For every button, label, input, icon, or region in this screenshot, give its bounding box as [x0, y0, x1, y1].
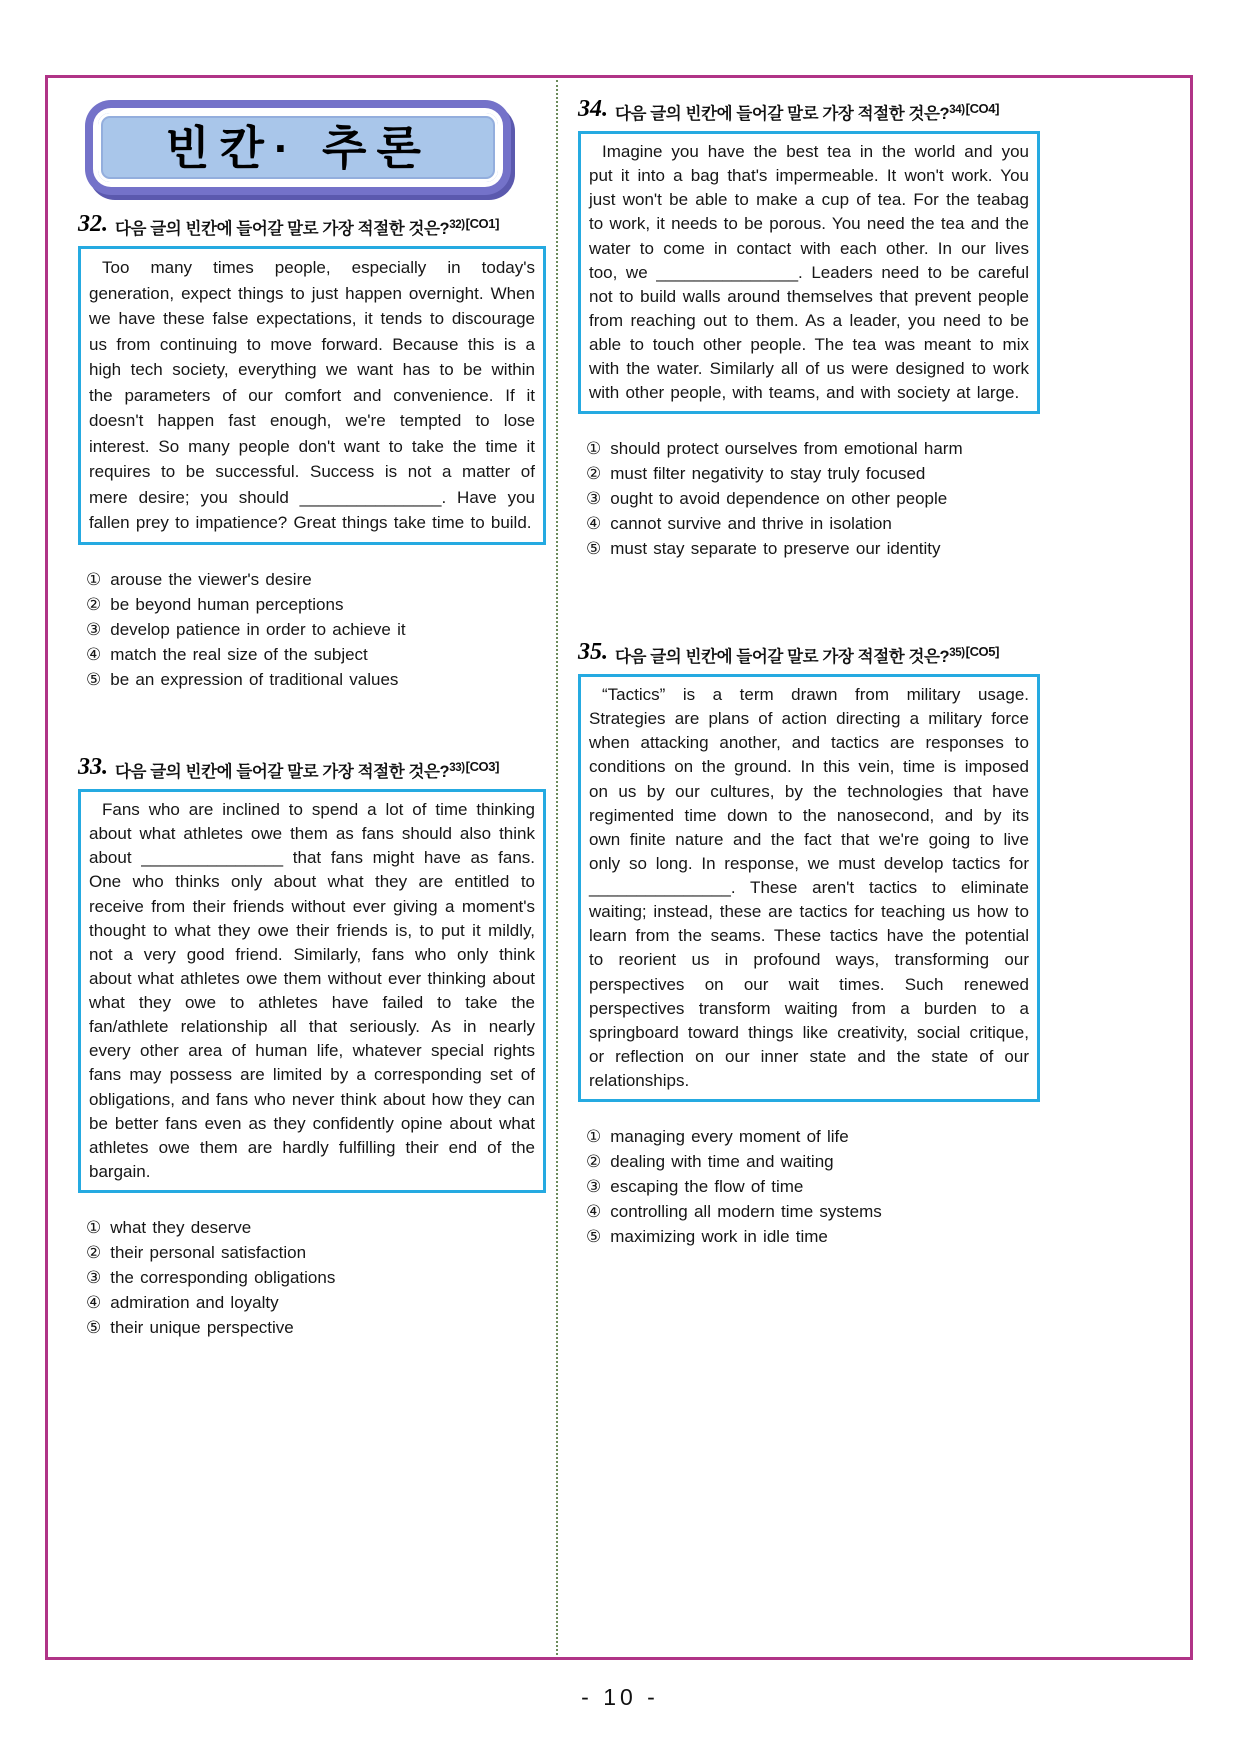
question-35-number: 35.	[578, 639, 608, 665]
footnote-number: 32)	[449, 218, 465, 231]
option-1-label: should protect ourselves from emotional harm	[610, 439, 963, 459]
option-1	[586, 1124, 1040, 1149]
question-33-passage-box	[78, 789, 546, 1193]
option-5	[586, 1224, 1040, 1249]
question-32-number: 32.	[78, 211, 108, 237]
question-33-passage: Fans who are inclined to spend a lot of time thinking about what athletes owe them as fans should also think about _______________ that fans might have as fans. One who thinks only about what they are entitled to receive from their friends without ever giving a moment's thought to what they owe their friends is, to put it mildly, not a very good friend. Similarly, fans who only think about what athletes owe them without ever thinking about what they owe to athletes have failed to take the fan/athlete relationship all that seriously. As in nearly every other area of human life, whatever special rights fans may possess are limited by a corresponding set of obligations, and fans who never think about how they can be better fans even as they confidently opine about what athletes owe them are hardly fulfilling their end of the bargain.	[89, 800, 535, 1181]
question-33-header	[78, 755, 546, 782]
section-title-box	[85, 100, 511, 195]
question-32-passage-box	[78, 246, 546, 545]
code-tag: [CO1]	[465, 215, 500, 231]
question-34-number: 34.	[578, 96, 608, 122]
title-white-ring	[93, 108, 503, 187]
question-33-prompt	[115, 755, 499, 782]
option-2	[586, 1149, 1040, 1174]
option-3-label: escaping the flow of time	[610, 1177, 804, 1197]
option-2-marker: ②	[586, 1152, 602, 1172]
option-3-label: the corresponding obligations	[110, 1268, 336, 1287]
question-35-passage: “Tactics” is a term drawn from military usage. Strategies are plans of action directing a military force when attacking another, and tactics are responses to conditions on the ground. In this vein, time is imposed on us by our cultures, by the technologies that have regimented time down to the nanosecond, and by its own finite nature and the fact that we're going to live only so long. In response, we must develop tactics for _______________. These aren't tactics to eliminate waiting; instead, these are tactics for teaching us how to learn from the seams. These tactics have the potential to reorient us in profound ways, transforming our perspectives on our wait times. Such renewed perspectives transform waiting from a burden to a springboard toward things like creativity, social critique, or reflection on our inner state and the state of our relationships.	[589, 685, 1029, 1090]
option-3-label: develop patience in order to achieve it	[110, 619, 406, 639]
question-35-header	[578, 640, 1040, 667]
question-35-passage-box	[578, 674, 1040, 1102]
option-3-marker: ③	[586, 489, 602, 509]
question-35-options	[578, 1124, 1040, 1249]
option-3	[86, 617, 546, 642]
footnote-number: 34)	[949, 103, 965, 116]
question-32-options	[78, 567, 546, 692]
option-4-marker: ④	[86, 644, 102, 664]
question-34-passage-box	[578, 131, 1040, 414]
option-3-marker: ③	[86, 619, 102, 639]
option-5-marker: ⑤	[586, 1227, 602, 1247]
question-34-header	[578, 97, 1040, 124]
footnote-number: 33)	[449, 761, 465, 774]
question-32	[78, 212, 546, 692]
question-35	[578, 640, 1040, 1249]
option-4-marker: ④	[86, 1293, 102, 1312]
option-1-marker: ①	[586, 1127, 602, 1147]
option-3-label: ought to avoid dependence on other people	[610, 489, 948, 509]
option-5-label: be an expression of traditional values	[110, 669, 399, 689]
option-3-marker: ③	[586, 1177, 602, 1197]
option-2-label: be beyond human perceptions	[110, 594, 344, 614]
option-1	[586, 436, 1040, 461]
question-34-options	[578, 436, 1040, 561]
option-2	[86, 592, 546, 617]
option-4	[86, 1290, 546, 1315]
option-4	[86, 642, 546, 667]
option-4-label: admiration and loyalty	[110, 1293, 279, 1312]
option-3	[86, 1265, 546, 1290]
option-2-label: dealing with time and waiting	[610, 1152, 834, 1172]
option-2	[586, 461, 1040, 486]
title-inner-panel	[98, 113, 498, 182]
option-4-marker: ④	[586, 514, 602, 534]
code-tag: [CO4]	[965, 100, 1000, 116]
option-4-label: cannot survive and thrive in isolation	[610, 514, 892, 534]
option-1-label: managing every moment of life	[610, 1127, 849, 1147]
column-divider	[556, 80, 558, 1655]
option-5-marker: ⑤	[86, 669, 102, 689]
option-1	[86, 1215, 546, 1240]
question-35-ref	[949, 643, 1000, 659]
option-4	[586, 511, 1040, 536]
question-32-passage: Too many times people, especially in today's generation, expect things to just happen overnight. When we have these false expectations, it tends to discourage us from continuing to move forward. Because this is a high tech society, everything we want has to be within the parameters of our comfort and convenience. If it doesn't happen fast enough, we're tempted to lose interest. So many people don't want to take the time it requires to be successful. Success is not a matter of mere desire; you should _______________. Have you fallen prey to impatience? Great things take time to build.	[89, 258, 535, 532]
option-4-label: match the real size of the subject	[110, 644, 368, 664]
option-5-label: maximizing work in idle time	[610, 1227, 828, 1247]
option-1-marker: ①	[86, 1218, 102, 1237]
option-1-label: what they deserve	[110, 1218, 252, 1237]
option-5-marker: ⑤	[86, 1318, 102, 1337]
question-32-header	[78, 212, 546, 239]
option-5-marker: ⑤	[586, 539, 602, 559]
option-1-marker: ①	[86, 569, 102, 589]
code-tag: [CO5]	[965, 643, 1000, 659]
option-5-label: must stay separate to preserve our identity	[610, 539, 941, 559]
option-5-label: their unique perspective	[110, 1318, 294, 1337]
option-5	[86, 667, 546, 692]
option-1	[86, 567, 546, 592]
question-34-prompt	[615, 97, 999, 124]
question-33-number: 33.	[78, 754, 108, 780]
option-4-marker: ④	[586, 1202, 602, 1222]
page-number: - 10 -	[581, 1684, 659, 1710]
code-tag: [CO3]	[465, 758, 500, 774]
question-33-options	[78, 1215, 546, 1340]
section-title: 빈칸· 추론	[165, 122, 431, 174]
option-2-marker: ②	[86, 1243, 102, 1262]
option-1-marker: ①	[586, 439, 602, 459]
footnote-number: 35)	[949, 646, 965, 659]
question-32-ref	[449, 215, 500, 231]
option-2-marker: ②	[586, 464, 602, 484]
option-1-label: arouse the viewer's desire	[110, 569, 312, 589]
option-5	[86, 1315, 546, 1340]
option-2	[86, 1240, 546, 1265]
question-33-ref	[449, 758, 500, 774]
option-3	[586, 1174, 1040, 1199]
prompt-text: 다음 글의 빈칸에 들어갈 말로 가장 적절한 것은?	[615, 105, 950, 123]
option-3-marker: ③	[86, 1268, 102, 1287]
question-35-prompt	[615, 640, 999, 667]
option-4-label: controlling all modern time systems	[610, 1202, 882, 1222]
option-2-marker: ②	[86, 594, 102, 614]
prompt-text: 다음 글의 빈칸에 들어갈 말로 가장 적절한 것은?	[615, 648, 950, 666]
question-34	[578, 97, 1040, 561]
option-2-label: their personal satisfaction	[110, 1243, 307, 1262]
title-outer-frame	[85, 100, 511, 195]
option-2-label: must filter negativity to stay truly focused	[610, 464, 926, 484]
prompt-text: 다음 글의 빈칸에 들어갈 말로 가장 적절한 것은?	[115, 220, 450, 238]
prompt-text: 다음 글의 빈칸에 들어갈 말로 가장 적절한 것은?	[115, 763, 450, 781]
question-34-ref	[949, 100, 1000, 116]
option-5	[586, 536, 1040, 561]
question-33	[78, 755, 546, 1340]
question-34-passage: Imagine you have the best tea in the world and you put it into a bag that's impermeable. It won't work. You just won't be able to make a cup of tea. For the teabag to work, it needs to be porous. You need the tea and the water to come in contact with each other. In our lives too, we _______________. Leaders need to be careful not to build walls around themselves that prevent people from reaching out to them. As a leader, you need to be able to touch other people. The tea was meant to mix with the water. Similarly all of us were designed to work with other people, with teams, and with society at large.	[589, 142, 1029, 403]
option-3	[586, 486, 1040, 511]
option-4	[586, 1199, 1040, 1224]
question-32-prompt	[115, 212, 499, 239]
